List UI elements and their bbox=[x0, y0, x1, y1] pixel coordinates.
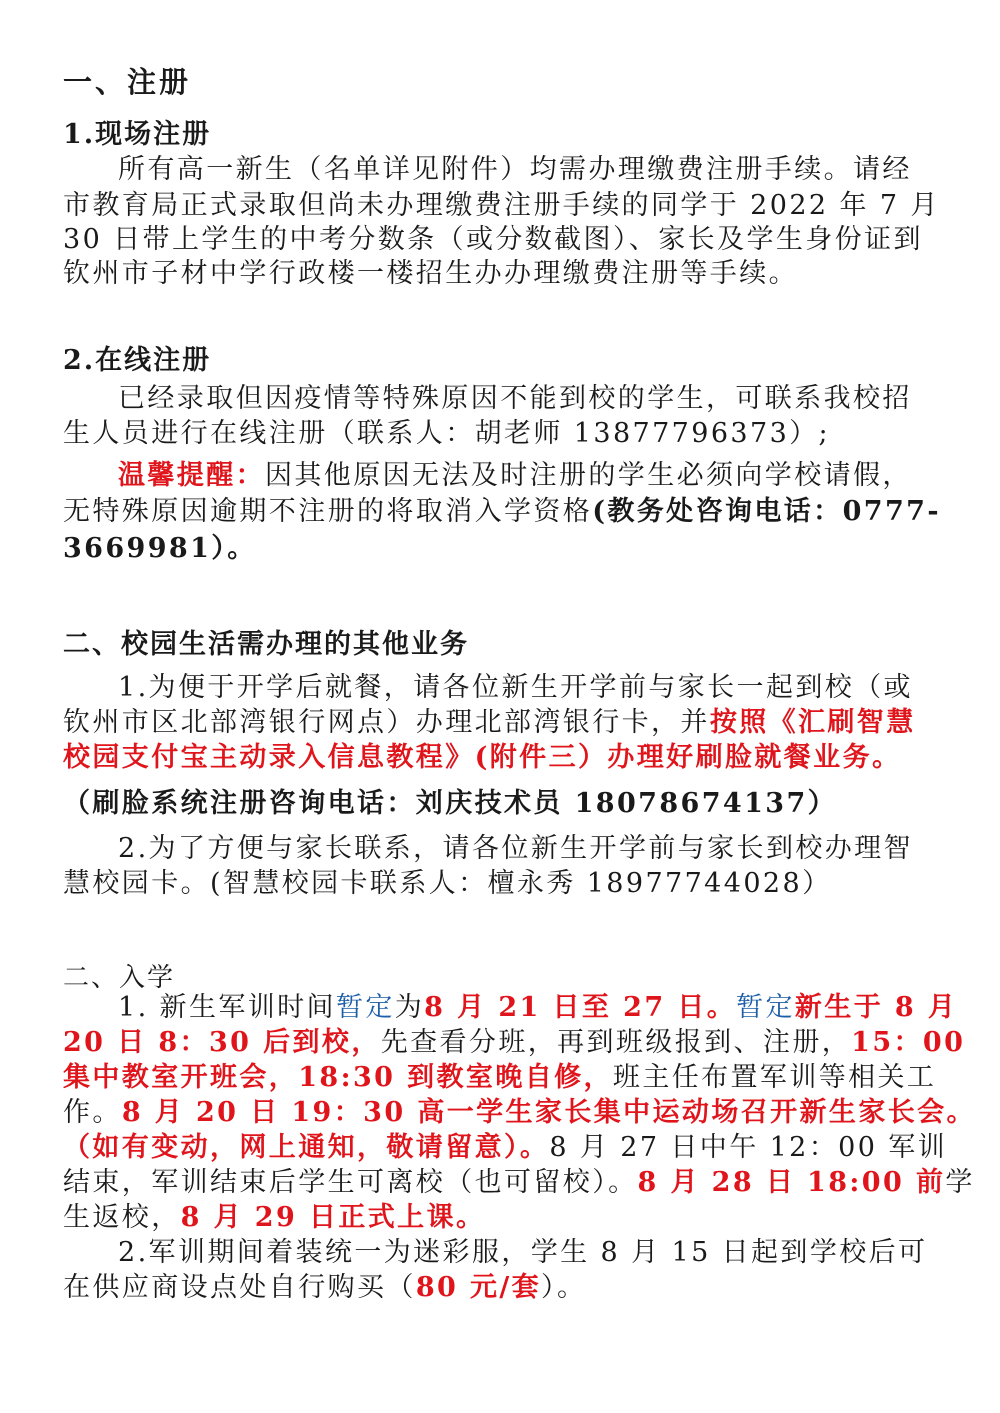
paragraph-line bbox=[63, 705, 916, 741]
text: 班主任布置军训等相关工 bbox=[612, 1062, 937, 1093]
face-system-phone: （刷脸系统注册咨询电话：刘庆技术员 18078674137） bbox=[63, 788, 838, 819]
paragraph-line: 已经录取但因疫情等特殊原因不能到校的学生，可联系我校招 bbox=[118, 383, 912, 414]
text: 结束，军训结束后学生可离校（也可留校）。 bbox=[63, 1167, 638, 1198]
subsection-online-registration: 2.在线注册 bbox=[63, 345, 212, 376]
paragraph-line: 1.为便于开学后就餐，请各位新生开学前与家长一起到校（或 bbox=[118, 672, 913, 703]
text: ）。 bbox=[541, 1272, 587, 1303]
section-title-registration: 一、注册 bbox=[63, 65, 192, 99]
paragraph-line: 30 日带上学生的中考分数条（或分数截图）、家长及学生身份证到 bbox=[63, 224, 923, 255]
class-meeting-and-study: 集中教室开班会，18:30 到教室晚自修， bbox=[63, 1062, 613, 1093]
military-training-dates: 8 月 21 日至 27 日。 bbox=[424, 992, 737, 1023]
bank-card-text: 钦州市区北部湾银行网点）办理北部湾银行卡，并 bbox=[63, 707, 710, 738]
change-notice: （如有变动，网上通知，敬请留意）。 bbox=[63, 1132, 550, 1163]
parent-meeting: 8 月 20 日 19：30 高一学生家长集中运动场召开新生家长会。 bbox=[121, 1097, 976, 1128]
uniform-line bbox=[63, 1270, 586, 1306]
academic-office-phone: (教务处咨询电话：0777- bbox=[592, 496, 941, 527]
section-title-campus-services: 二、校园生活需办理的其他业务 bbox=[63, 629, 469, 660]
text: 先查看分班，再到班级报到、注册， bbox=[380, 1027, 852, 1058]
uniform-line: 2.军训期间着装统一为迷彩服，学生 8 月 15 日起到学校后可 bbox=[118, 1237, 928, 1268]
enroll-line bbox=[63, 1165, 975, 1201]
return-time: 8 月 28 日 18:00 前 bbox=[637, 1167, 946, 1198]
tentative-label: 暂定 bbox=[736, 992, 795, 1023]
tentative-label: 暂定 bbox=[335, 992, 395, 1023]
text: 作。 bbox=[63, 1097, 122, 1128]
warm-reminder-text: 因其他原因无法及时注册的学生必须向学校请假， bbox=[265, 460, 912, 491]
academic-office-phone-end: 3669981）。 bbox=[63, 533, 257, 564]
enroll-line bbox=[63, 1200, 485, 1236]
warm-reminder-text: 无特殊原因逾期不注册的将取消入学资格 bbox=[63, 496, 593, 527]
paragraph-line: 生人员进行在线注册（联系人：胡老师 13877796373）; bbox=[63, 418, 831, 449]
text: 8 月 27 日中午 12：00 军训 bbox=[549, 1132, 948, 1163]
enroll-line bbox=[63, 1025, 965, 1061]
paragraph-line: 慧校园卡。(智慧校园卡联系人：檀永秀 18977744028） bbox=[63, 868, 832, 899]
enroll-line bbox=[63, 1095, 976, 1131]
class-start-date: 8 月 29 日正式上课。 bbox=[180, 1202, 486, 1233]
warm-reminder-label: 温馨提醒： bbox=[118, 460, 265, 491]
paragraph-line: 钦州市子材中学行政楼一楼招生办办理缴费注册等手续。 bbox=[63, 258, 798, 289]
face-pay-instruction: 按照《汇刷智慧 bbox=[709, 707, 916, 738]
text: 生返校， bbox=[63, 1202, 181, 1233]
enroll-line bbox=[63, 1130, 947, 1166]
enroll-line bbox=[118, 990, 957, 1026]
face-pay-instruction: 校园支付宝主动录入信息教程》(附件三）办理好刷脸就餐业务。 bbox=[63, 742, 902, 773]
arrival-date: 新生于 8 月 bbox=[794, 992, 958, 1023]
enroll-line bbox=[63, 1060, 936, 1096]
paragraph-line: 2.为了方便与家长联系，请各位新生开学前与家长到校办理智 bbox=[118, 833, 913, 864]
class-meeting-time: 15：00 bbox=[851, 1027, 966, 1058]
paragraph-line: 市教育局正式录取但尚未办理缴费注册手续的同学于 2022 年 7 月 bbox=[63, 190, 940, 221]
section-title-enrollment: 二、入学 bbox=[63, 963, 176, 993]
text: 为 bbox=[394, 992, 425, 1023]
warm-reminder-line bbox=[63, 494, 941, 530]
uniform-price: 80 元/套 bbox=[415, 1272, 542, 1303]
text: 1. 新生军训时间 bbox=[118, 992, 336, 1023]
text: 学 bbox=[945, 1167, 975, 1198]
paragraph-line: 所有高一新生（名单详见附件）均需办理缴费注册手续。请经 bbox=[118, 154, 912, 185]
subsection-onsite-registration: 1.现场注册 bbox=[63, 119, 212, 150]
warm-reminder-line bbox=[118, 458, 912, 494]
arrival-time: 20 日 8：30 后到校， bbox=[63, 1027, 381, 1058]
text: 在供应商设点处自行购买（ bbox=[63, 1272, 416, 1303]
